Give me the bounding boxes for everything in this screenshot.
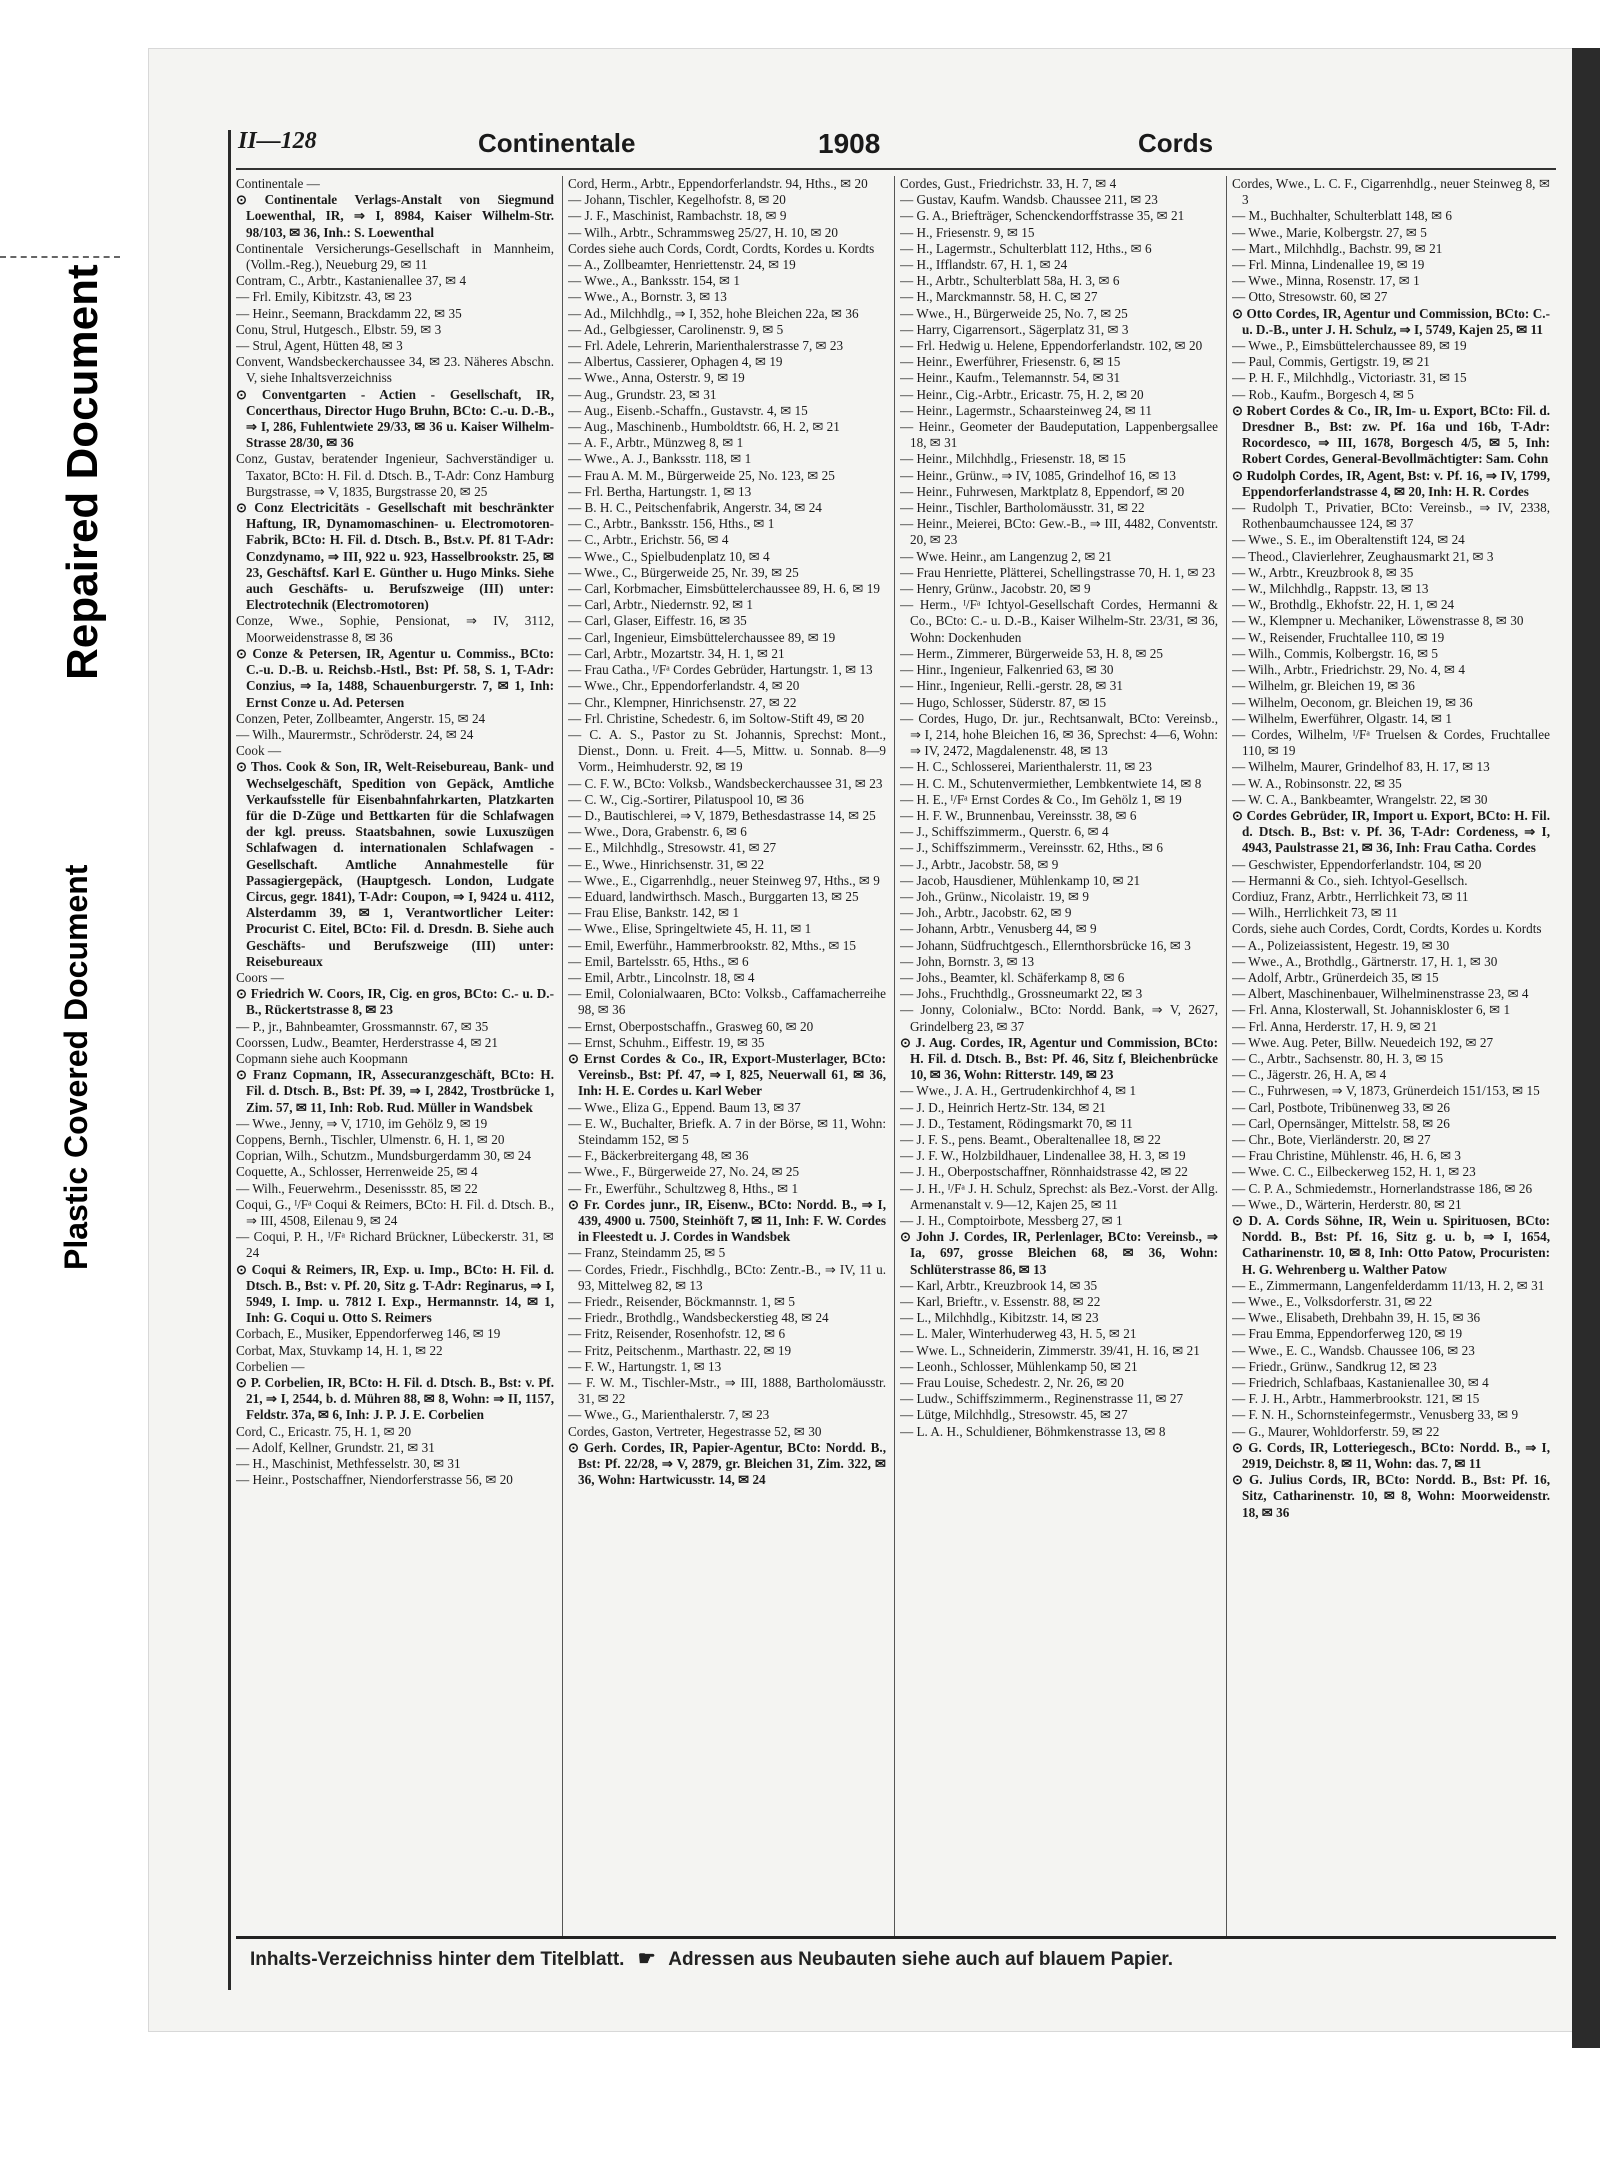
directory-entry: — Geschwister, Eppendorferlandstr. 104, ✉ 20	[1232, 856, 1482, 872]
directory-entry: — Wwe., A., Brothdlg., Gärtnerstr. 17, H. 1, ✉ 30	[1232, 953, 1498, 969]
directory-entry: — Ad., Milchhdlg., ⇒ I, 352, hohe Bleichen 22a, ✉ 36	[568, 305, 859, 321]
directory-entry: Corbat, Max, Stuvkamp 14, H. 1, ✉ 22	[236, 1342, 443, 1358]
directory-entry: — John, Bornstr. 3, ✉ 13	[900, 953, 1035, 969]
directory-entry: ⊙ J. Aug. Cordes, IR, Agentur und Commission, BCto: H. Fil. d. Dtsch. B., Bst: Pf. 46, Sitz f, Bleichenbrücke 10, ✉ 36, Wohn: Ritterstr. 149, ✉ 23	[900, 1034, 1218, 1083]
directory-entry: — Wwe., Chr., Eppendorferlandstr. 4, ✉ 20	[568, 678, 800, 694]
directory-entry: — Wwe. Heinr., am Langenzug 2, ✉ 21	[900, 548, 1112, 564]
directory-entry: — Fritz, Reisender, Rosenhofstr. 12, ✉ 6	[568, 1326, 786, 1342]
directory-entry: — Johs., Fruchthdlg., Grossneumarkt 22, ✉ 3	[900, 986, 1143, 1002]
directory-entry: — Heinr., Geometer der Baudeputation, Lappenbergsallee 18, ✉ 31	[900, 419, 1218, 451]
directory-entry: — Friedr., Grünw., Sandkrug 12, ✉ 23	[1232, 1358, 1437, 1374]
directory-entry: — Wilhelm, Ewerführer, Olgastr. 14, ✉ 1	[1232, 710, 1452, 726]
directory-entry: — Emil, Ewerführ., Hammerbrookstr. 82, Mths., ✉ 15	[568, 937, 856, 953]
directory-entry: ⊙ Conze & Petersen, IR, Agentur u. Commiss., BCto: C.-u. D.-B. u. Reichsb.-Hstl., Bst: Pf. 58, S. 1, T-Adr: Conzius, ⇒ Ia, 1488, Schauenburgerstr. 7, ✉ 1, Inh: Ernst Conze u. Ad. Petersen	[236, 645, 554, 710]
column-divider	[894, 176, 895, 1936]
directory-entry: — Wwe., Elise, Springeltwiete 45, H. 11, ✉ 1	[568, 921, 812, 937]
footer-new-buildings-note: Adressen aus Neubauten siehe auch auf blauem Papier.	[668, 1949, 1173, 1970]
directory-entry: — Carl, Arbtr., Mozartstr. 34, H. 1, ✉ 21	[568, 645, 785, 661]
directory-entry: — Friedrich, Schlafbaas, Kastanienallee 30, ✉ 4	[1232, 1375, 1489, 1391]
directory-entry: — Cordes, Hugo, Dr. jur., Rechtsanwalt, BCto: Vereinsb., ⇒ I, 214, hohe Bleichen 16, ✉ 36, Sprechst: 4—6, Wohn: ⇒ IV, 2472, Magdalenenstr. 48, ✉ 13	[900, 710, 1218, 759]
directory-entry: — H., Maschinist, Methfesselstr. 30, ✉ 31	[236, 1456, 461, 1472]
directory-entry: — Hinr., Ingenieur, Falkenried 63, ✉ 30	[900, 662, 1114, 678]
directory-entry: — Hermanni & Co., sieh. Ichtyol-Gesellsch.	[1232, 872, 1468, 888]
directory-entry: — Karl, Arbtr., Kreuzbrook 14, ✉ 35	[900, 1277, 1098, 1293]
directory-entry: — H., Marckmannstr. 58, H. C, ✉ 27	[900, 289, 1098, 305]
directory-entry: ⊙ Continentale Verlags-Anstalt von Siegmund Loewenthal, IR, ⇒ I, 8984, Kaiser Wilhelm-Str. 98/103, ✉ 36, Inh.: S. Loewenthal	[236, 192, 554, 240]
directory-entry: — E., Milchhdlg., Stresowstr. 41, ✉ 27	[568, 840, 777, 856]
directory-entry: — C., Arbtr., Banksstr. 156, Hths., ✉ 1	[568, 516, 775, 532]
directory-entry: — Wilh., Herrlichkeit 73, ✉ 11	[1232, 905, 1398, 921]
directory-entry: — Emil, Arbtr., Lincolnstr. 18, ✉ 4	[568, 969, 755, 985]
directory-entry: — W., Milchhdlg., Rappstr. 13, ✉ 13	[1232, 581, 1429, 597]
directory-entry: ⊙ Conz Electricitäts - Gesellschaft mit beschränkter Haftung, IR, Dynamomaschinen- u. Electromotoren-Fabrik, BCto: H. Fil. d. Dtsch. B., Bst.v. Pf. 81 T-Adr: Conzdynamo, ⇒ III, 922 u. 923, Hasselbrookstr. 25, ✉ 23, Geschäftsf. Karl E. Günther u. Hugo Minks. Siehe auch Geschäfts- u. Berufszweige (III) unter: Electrotechnik (Electromotoren)	[236, 500, 554, 613]
directory-entry: — C., Arbtr., Erichstr. 56, ✉ 4	[568, 532, 729, 548]
directory-entry: — J. F., Maschinist, Rambachstr. 18, ✉ 9	[568, 208, 787, 224]
directory-entry: — Wwe., A. J., Banksstr. 118, ✉ 1	[568, 451, 752, 467]
directory-entry: ⊙ Thos. Cook & Son, IR, Welt-Reisebureau, Bank- und Wechselgeschäft, Spedition von Gepäck, Amtliche Verkaufsstelle für Eisenbahnfahrkarten, Platzkarten für die D-Züge und Bettkarten für die Schlafwagen der kgl. preuss. Staatsbahnen, sowie Luxuszügen Schlafwagen d. internationalen Schlafwagen - Gesellschaft. Amtliche Annahmestelle für Passagiergepäck, (Hauptgesch. London, Ludgate Circus, gegr. 1841), T-Adr: Coupon, ⇒ I, 9424 u. 4112, Alsterdamm 39, ✉ 1, Verantwortlicher Leiter: Procurist C. Eitel, BCto: Fil. d. Dresdn. B. Siehe auch Geschäfts- und Berufszweige (III) unter: Reisebureaux	[236, 759, 554, 969]
directory-entry: — J. H., Oberpostschaffner, Rönnhaidstrasse 42, ✉ 22	[900, 1164, 1188, 1180]
directory-entry: — E., Wwe., Hinrichsenstr. 31, ✉ 22	[568, 856, 765, 872]
directory-entry: — W., Brothdlg., Ekhofstr. 22, H. 1, ✉ 24	[1232, 597, 1455, 613]
directory-entry: — Heinr., Milchhdlg., Friesenstr. 18, ✉ 15	[900, 451, 1126, 467]
directory-entry: — Joh., Arbtr., Jacobstr. 62, ✉ 9	[900, 905, 1072, 921]
header-right-keyword: Cords	[1138, 128, 1214, 158]
directory-entry: — Heinr., Lagermstr., Schaarsteinweg 24, ✉ 11	[900, 402, 1152, 418]
directory-entry: — Ad., Gelbgiesser, Carolinenstr. 9, ✉ 5	[568, 321, 784, 337]
directory-entry: — Fr., Ewerführ., Schultzweg 8, Hths., ✉ 1	[568, 1180, 799, 1196]
page-number: II—128	[238, 128, 317, 154]
directory-entry: — Frau Elise, Bankstr. 142, ✉ 1	[568, 905, 740, 921]
directory-entry: — Rudolph T., Privatier, BCto: Vereinsb., ⇒ IV, 2338, Rothenbaumchaussee 124, ✉ 37	[1232, 500, 1550, 532]
directory-entry: — Wilh., Commis, Kolbergstr. 16, ✉ 5	[1232, 645, 1439, 661]
page-footer	[250, 1946, 1550, 1971]
directory-entry: Coqui, G., ᴵ/Fᵃ Coqui & Reimers, BCto: H. Fil. d. Dtsch. B., ⇒ III, 4508, Eilenau 9, ✉ 24	[236, 1196, 554, 1228]
directory-entry: — Henry, Grünw., Jacobstr. 20, ✉ 9	[900, 581, 1091, 597]
directory-entry: — Herm., ᴵ/Fᵃ Ichtyol-Gesellschaft Cordes, Hermanni & Co., BCto: C.- u. D.-B., Kaiser Wilhelm-Str. 23/31, ✉ 36, Wohn: Dockenhuden	[900, 597, 1218, 645]
directory-entry: — Theod., Clavierlehrer, Zeughausmarkt 21, ✉ 3	[1232, 548, 1494, 564]
directory-entry: — E. W., Buchalter, Briefk. A. 7 in der Börse, ✉ 11, Wohn: Steindamm 152, ✉ 5	[568, 1115, 886, 1147]
directory-entry: — B. H. C., Peitschenfabrik, Angerstr. 34, ✉ 24	[568, 500, 822, 516]
column-divider	[1226, 176, 1227, 1936]
directory-entry: ⊙ D. A. Cords Söhne, IR, Wein u. Spirituosen, BCto: Nordd. B., Bst: Pf. 16, Sitz g. u. b, ⇒ I, 1654, Catharinenstr. 10, ✉ 8, Inh: Otto Patow, Procuristen: H. G. Wehrenberg u. Walther Patow	[1232, 1213, 1550, 1277]
directory-entry: — C., Jägerstr. 26, H. A, ✉ 4	[1232, 1067, 1387, 1083]
directory-entry: — Johs., Beamter, kl. Schäferkamp 8, ✉ 6	[900, 969, 1125, 985]
directory-entry: — Ernst, Schuhm., Eiffestr. 19, ✉ 35	[568, 1034, 765, 1050]
directory-entry: ⊙ G. Julius Cords, IR, BCto: Nordd. B., Bst: Pf. 16, Sitz, Catharinenstr. 10, ✉ 8, Wohn: Moorweidenstr. 18, ✉ 36	[1232, 1472, 1550, 1520]
directory-entry: — J., Arbtr., Jacobstr. 58, ✉ 9	[900, 856, 1059, 872]
directory-entry: — Frau Louise, Schedestr. 2, Nr. 26, ✉ 20	[900, 1375, 1124, 1391]
directory-entry: — Hinr., Ingenieur, Relli.-gerstr. 28, ✉ 31	[900, 678, 1123, 694]
directory-entry: — Wwe., H., Bürgerweide 25, No. 7, ✉ 25	[900, 305, 1128, 321]
directory-entry: — C. A. S., Pastor zu St. Johannis, Sprechst: Mont., Dienst., Donn. u. Freit. 4—5, Mittw. u. Sonnab. 8—9 Vorm., Heimhuderstr. 92, ✉ 19	[568, 726, 886, 775]
directory-entry: Cordes, Wwe., L. C. F., Cigarrenhdlg., neuer Steinweg 8, ✉ 3	[1232, 176, 1550, 208]
directory-entry: Conu, Strul, Hutgesch., Elbstr. 59, ✉ 3	[236, 321, 442, 337]
directory-entry: — Gustav, Kaufm. Wandsb. Chaussee 211, ✉ 23	[900, 192, 1158, 208]
directory-entry: — Wwe., C., Spielbudenplatz 10, ✉ 4	[568, 548, 770, 564]
directory-entry: ⊙ G. Cords, IR, Lotteriegesch., BCto: Nordd. B., ⇒ I, 2919, Deichstr. 8, ✉ 11, Wohn: das. 7, ✉ 11	[1232, 1439, 1550, 1472]
directory-entry: — P., jr., Bahnbeamter, Grossmannstr. 67, ✉ 35	[236, 1018, 489, 1034]
top-margin	[0, 0, 1600, 52]
directory-entry: — Carl, Ingenieur, Eimsbüttelerchaussee 89, ✉ 19	[568, 629, 836, 645]
directory-entry: — Leonh., Schlosser, Mühlenkamp 50, ✉ 21	[900, 1358, 1138, 1374]
directory-entry: — Chr., Klempner, Hinrichsenstr. 27, ✉ 22	[568, 694, 797, 710]
directory-entry: — Wwe. C. C., Eilbeckerweg 152, H. 1, ✉ 23	[1232, 1164, 1476, 1180]
directory-entry: Cords, siehe auch Cordes, Cordt, Cordts, Kordes u. Kordts	[1232, 921, 1542, 937]
directory-entry: — Jacob, Hausdiener, Mühlenkamp 10, ✉ 21	[900, 872, 1141, 888]
directory-entry: Coppens, Bernh., Tischler, Ulmenstr. 6, H. 1, ✉ 20	[236, 1131, 505, 1147]
directory-entry: — Johann, Südfruchtgesch., Ellernthorsbrücke 16, ✉ 3	[900, 937, 1191, 953]
directory-entry: — Cordes, Wilhelm, ᴵ/Fᵃ Truelsen & Cordes, Fruchtallee 110, ✉ 19	[1232, 726, 1550, 759]
directory-entry: ⊙ Fr. Cordes junr., IR, Eisenw., BCto: Nordd. B., ⇒ I, 439, 4900 u. 7500, Steinhöft 7, ✉ 11, Inh: F. W. Cordes in Fleestedt u. J. Cordes in Wandsbek	[568, 1196, 886, 1245]
directory-entry: — Wilhelm, Oeconom, gr. Bleichen 19, ✉ 36	[1232, 694, 1473, 710]
directory-entry: — L. Maler, Winterhuderweg 43, H. 5, ✉ 21	[900, 1326, 1137, 1342]
directory-entry: — W. C. A., Bankbeamter, Wrangelstr. 22, ✉ 30	[1232, 791, 1488, 807]
directory-entry: — Emil, Colonialwaaren, BCto: Volksb., Caffamacherreihe 98, ✉ 36	[568, 986, 886, 1018]
directory-entry: ⊙ Ernst Cordes & Co., IR, Export-Musterlager, BCto: Vereinsb., Bst: Pf. 47, ⇒ I, 825, Neuerwall 61, ✉ 36, Inh: H. E. Cordes u. Karl Weber	[568, 1050, 886, 1099]
directory-entry: Corbach, E., Musiker, Eppendorferweg 146, ✉ 19	[236, 1326, 501, 1342]
directory-entry: — Mart., Milchhdlg., Bachstr. 99, ✉ 21	[1232, 240, 1443, 256]
side-labels	[0, 120, 140, 1300]
directory-entry: — Wilh., Arbtr., Schrammsweg 25/27, H. 10, ✉ 20	[568, 224, 838, 240]
directory-entry: ⊙ Otto Cordes, IR, Agentur und Commission, BCto: C.- u. D.-B., unter J. H. Schulz, ⇒ I, 5749, Kajen 25, ✉ 11	[1232, 305, 1550, 337]
directory-entry: — H. E., ᴵ/Fᵃ Ernst Cordes & Co., Im Gehölz 1, ✉ 19	[900, 791, 1182, 807]
directory-entry: — Wwe., A., Banksstr. 154, ✉ 1	[568, 273, 740, 289]
directory-entry: — H. C. M., Schutenvermiether, Lembkentwiete 14, ✉ 8	[900, 775, 1202, 791]
directory-entry: Convent, Wandsbeckerchaussee 34, ✉ 23. Näheres Abschn. V, siehe Inhaltsverzeichniss	[236, 354, 554, 386]
directory-entry: — A. F., Arbtr., Münzweg 8, ✉ 1	[568, 435, 744, 451]
directory-entry: — Frau A. M. M., Bürgerweide 25, No. 123, ✉ 25	[568, 467, 835, 483]
directory-entry: — Wwe., A., Bornstr. 3, ✉ 13	[568, 289, 727, 305]
directory-entry: — Johann, Tischler, Kegelhofstr. 8, ✉ 20	[568, 192, 786, 208]
directory-entry: Cordes, Gust., Friedrichstr. 33, H. 7, ✉ 4	[900, 176, 1117, 191]
directory-entry: — Frl. Christine, Schedestr. 6, im Soltow-Stift 49, ✉ 20	[568, 710, 865, 726]
directory-entry: ⊙ Rudolph Cordes, IR, Agent, Bst: v. Pf. 16, ⇒ IV, 1799, Eppendorferlandstrasse 4, ✉ 20, Inh: H. R. Cordes	[1232, 467, 1550, 499]
directory-entry: — J. D., Heinrich Hertz-Str. 134, ✉ 21	[900, 1099, 1106, 1115]
directory-entry: — Carl, Korbmacher, Eimsbüttelerchaussee 89, H. 6, ✉ 19	[568, 581, 880, 597]
directory-entry: — Wilhelm, Maurer, Grindelhof 83, H. 17, ✉ 13	[1232, 759, 1490, 775]
plastic-covered-document-label: Plastic Covered Document	[58, 864, 94, 1270]
directory-entry: — Karl, Brieftr., v. Essenstr. 88, ✉ 22	[900, 1294, 1101, 1310]
header-rule	[236, 168, 1556, 170]
directory-entry: — Wwe., Eliza G., Eppend. Baum 13, ✉ 37	[568, 1099, 801, 1115]
directory-entry: Contram, C., Arbtr., Kastanienallee 37, ✉ 4	[236, 273, 467, 289]
directory-entry: Cordiuz, Franz, Arbtr., Herrlichkeit 73, ✉ 11	[1232, 888, 1469, 904]
directory-entry: — Frl. Emily, Kibitzstr. 43, ✉ 23	[236, 289, 412, 305]
directory-entry: — Heinr., Postschaffner, Niendorferstrasse 56, ✉ 20	[236, 1472, 513, 1488]
directory-entry: — Strul, Agent, Hütten 48, ✉ 3	[236, 338, 403, 354]
directory-entry: — Adolf, Arbtr., Grünerdeich 35, ✉ 15	[1232, 969, 1439, 985]
directory-entry: — Frl. Anna, Herderstr. 17, H. 9, ✉ 21	[1232, 1018, 1438, 1034]
directory-entry: — C. W., Cig.-Sortirer, Pilatuspool 10, ✉ 36	[568, 791, 804, 807]
directory-entry: — J., Schiffszimmerm., Querstr. 6, ✉ 4	[900, 824, 1109, 840]
directory-entry: — Harry, Cigarrensort., Sägerplatz 31, ✉ 3	[900, 321, 1129, 337]
directory-entry: — Frl. Adele, Lehrerin, Marienthalerstrasse 7, ✉ 23	[568, 338, 844, 354]
directory-entry: — Wilh., Arbtr., Friedrichstr. 29, No. 4, ✉ 4	[1232, 662, 1465, 678]
column-4	[1232, 176, 1550, 1936]
directory-entry: — Wwe., C., Bürgerweide 25, Nr. 39, ✉ 25	[568, 564, 799, 580]
directory-entry: — Herm., Zimmerer, Bürgerweide 53, H. 8, ✉ 25	[900, 645, 1163, 661]
directory-entry: — H., Arbtr., Schulterblatt 58a, H. 3, ✉ 6	[900, 273, 1120, 289]
directory-entry: — Heinr., Fuhrwesen, Marktplatz 8, Eppendorf, ✉ 20	[900, 483, 1185, 499]
directory-entry: — F. N. H., Schornsteinfegermstr., Venusberg 33, ✉ 9	[1232, 1407, 1519, 1423]
directory-entry: Cord, C., Ericastr. 75, H. 1, ✉ 20	[236, 1423, 412, 1439]
directory-entry: — C. F. W., BCto: Volksb., Wandsbeckerchaussee 31, ✉ 23	[568, 775, 883, 791]
directory-entry: ⊙ Cordes Gebrüder, IR, Import u. Export, BCto: H. Fil. d. Dtsch. B., Bst: v. Pf. 36, T-Adr: Cordeness, ⇒ I, 4943, Paulstrasse 21, ✉ 36, Inh: Frau Catha. Cordes	[1232, 807, 1550, 856]
directory-entry: Conz, Gustav, beratender Ingenieur, Sachverständiger u. Taxator, BCto: H. Fil. d. Dtsch. B., T-Adr: Conz Hamburg Burgstrasse, ⇒ V, 1835, Burgstrasse 20, ✉ 25	[236, 451, 554, 499]
directory-entry: — Wwe., Marie, Kolbergstr. 27, ✉ 5	[1232, 224, 1427, 240]
directory-entry: — Heinr., Meierei, BCto: Gew.-B., ⇒ III, 4482, Conventstr. 20, ✉ 23	[900, 516, 1218, 548]
directory-entry: — Joh., Grünw., Nicolaistr. 19, ✉ 9	[900, 888, 1089, 904]
directory-entry: Cord, Herm., Arbtr., Eppendorferlandstr. 94, Hths., ✉ 20	[568, 176, 868, 191]
directory-entry: ⊙ Coqui & Reimers, IR, Exp. u. Imp., BCto: H. Fil. d. Dtsch. B., Bst: v. Pf. 20, Sitz g. T-Adr: Reginarus, ⇒ I, 5949, I. Imp. u. 7812 I. Exp., Hermannstr. 14, ✉ 1, Inh: G. Coqui u. Otto S. Reimers	[236, 1261, 554, 1326]
directory-entry: — L., Milchhdlg., Kibitzstr. 14, ✉ 23	[900, 1310, 1099, 1326]
directory-entry: — H., Lagermstr., Schulterblatt 112, Hths., ✉ 6	[900, 240, 1152, 256]
directory-entry: — Wilh., Feuerwehrm., Desenissstr. 85, ✉ 22	[236, 1180, 478, 1196]
directory-entry: — Aug., Maschinenb., Humboldtstr. 66, H. 2, ✉ 21	[568, 419, 840, 435]
directory-entry: — Rob., Kaufm., Borgesch 4, ✉ 5	[1232, 386, 1414, 402]
directory-entry: ⊙ P. Corbelien, IR, BCto: H. Fil. d. Dtsch. B., Bst: v. Pf. 21, ⇒ I, 2544, b. d. Mühren 88, ✉ 8, Wohn: ⇒ II, 1157, Feldstr. 37a, ✉ 6, Inh: J. P. J. E. Corbelien	[236, 1375, 554, 1423]
directory-entry: — Wwe., E., Volksdorferstr. 31, ✉ 22	[1232, 1294, 1433, 1310]
directory-entry: — Chr., Bote, Vierländerstr. 20, ✉ 27	[1232, 1131, 1431, 1147]
directory-entry: — J., Schiffszimmerm., Vereinsstr. 62, Hths., ✉ 6	[900, 840, 1163, 856]
directory-entry: — Aug., Grundstr. 23, ✉ 31	[568, 386, 717, 402]
directory-entry: — C., Fuhrwesen, ⇒ V, 1873, Grünerdeich 151/153, ✉ 15	[1232, 1083, 1540, 1099]
directory-entry: — A., Polizeiassistent, Hegestr. 19, ✉ 30	[1232, 937, 1450, 953]
directory-entry: — Coqui, P. H., ᴵ/Fᵃ Richard Brückner, Lübeckerstr. 31, ✉ 24	[236, 1229, 554, 1261]
directory-entry: — Frl. Minna, Lindenallee 19, ✉ 19	[1232, 257, 1425, 273]
directory-entry: Cordes, Gaston, Vertreter, Hegestrasse 52, ✉ 30	[568, 1423, 822, 1439]
directory-entry: — Otto, Stresowstr. 60, ✉ 27	[1232, 289, 1388, 305]
directory-entry: — Wwe., Minna, Rosenstr. 17, ✉ 1	[1232, 273, 1420, 289]
directory-entry: Corbelien —	[236, 1358, 305, 1374]
directory-entry: — Frau Catha., ᴵ/Fᵃ Cordes Gebrüder, Hartungstr. 1, ✉ 13	[568, 662, 873, 678]
directory-entry: Cook —	[236, 743, 282, 759]
header-year: 1908	[818, 128, 881, 159]
directory-entry: — C. P. A., Schmiedemstr., Hornerlandstrasse 186, ✉ 26	[1232, 1180, 1533, 1196]
directory-entry: — M., Buchhalter, Schulterblatt 148, ✉ 6	[1232, 208, 1453, 224]
directory-entry: — L. A. H., Schuldiener, Böhmkenstrasse 13, ✉ 8	[900, 1423, 1166, 1439]
column-1	[236, 176, 554, 1936]
directory-entry: Continentale —	[236, 176, 320, 191]
directory-entry: ⊙ Conventgarten - Actien - Gesellschaft, IR, Concerthaus, Director Hugo Bruhn, BCto: C.-u. D.-B., ⇒ I, 286, Fuhlentwiete 29/33, ✉ 36 u. Kaiser Wilhelm-Strasse 28/30, ✉ 36	[236, 386, 554, 451]
directory-entry: — Heinr., Ewerführer, Friesenstr. 6, ✉ 15	[900, 354, 1121, 370]
directory-entry: — Hugo, Schlosser, Süderstr. 87, ✉ 15	[900, 694, 1107, 710]
directory-entry: Conze, Wwe., Sophie, Pensionat, ⇒ IV, 3112, Moorweidenstrasse 8, ✉ 36	[236, 613, 554, 645]
directory-entry: — Wwe., P., Eimsbüttelerchaussee 89, ✉ 19	[1232, 338, 1467, 354]
directory-entry: — Friedr., Brothdlg., Wandsbeckerstieg 48, ✉ 24	[568, 1310, 829, 1326]
directory-entry: — Ernst, Oberpostschaffn., Grasweg 60, ✉ 20	[568, 1018, 814, 1034]
directory-entry: — Wwe., Anna, Osterstr. 9, ✉ 19	[568, 370, 745, 386]
directory-entry: — H., Friesenstr. 9, ✉ 15	[900, 224, 1035, 240]
page-binding-rule	[228, 130, 231, 1990]
directory-entry: — W., Klempner u. Mechaniker, Löwenstrasse 8, ✉ 30	[1232, 613, 1524, 629]
directory-entry: — Wwe., E., Cigarrenhdlg., neuer Steinweg 97, Hths., ✉ 9	[568, 872, 880, 888]
directory-entry: — Frl. Bertha, Hartungstr. 1, ✉ 13	[568, 483, 752, 499]
directory-entry: — J. D., Testament, Rödingsmarkt 70, ✉ 11	[900, 1115, 1133, 1131]
directory-entry: — Wwe. L., Schneiderin, Zimmerstr. 39/41, H. 16, ✉ 21	[900, 1342, 1200, 1358]
directory-entry: — Aug., Eisenb.-Schaffn., Gustavstr. 4, ✉ 15	[568, 402, 808, 418]
directory-entry: — Wilhelm, gr. Bleichen 19, ✉ 36	[1232, 678, 1415, 694]
directory-entry: — Wwe., D., Wärterin, Herderstr. 80, ✉ 21	[1232, 1196, 1462, 1212]
directory-entry: — J. F. W., Holzbildhauer, Lindenallee 38, H. 3, ✉ 19	[900, 1148, 1186, 1164]
column-divider	[562, 176, 563, 1936]
directory-columns	[236, 176, 1556, 1936]
directory-entry: ⊙ John J. Cordes, IR, Perlenlager, BCto: Vereinsb., ⇒ Ia, 697, grosse Bleichen 68, ✉ 36, Wohn: Schlüterstrasse 86, ✉ 13	[900, 1229, 1218, 1277]
directory-entry: Copmann siehe auch Koopmann	[236, 1050, 408, 1066]
directory-entry: ⊙ Franz Copmann, IR, Assecuranzgeschäft, BCto: H. Fil. d. Dtsch. B., Bst: Pf. 39, ⇒ I, 2842, Trostbrücke 1, Zim. 57, ✉ 11, Inh: Rob. Rud. Müller in Wandsbek	[236, 1067, 554, 1115]
directory-entry: — Carl, Opernsänger, Mittelstr. 58, ✉ 26	[1232, 1115, 1450, 1131]
directory-entry: — Heinr., Cig.-Arbtr., Ericastr. 75, H. 2, ✉ 20	[900, 386, 1144, 402]
directory-entry: — C., Arbtr., Sachsenstr. 80, H. 3, ✉ 15	[1232, 1050, 1444, 1066]
directory-entry: — Johann, Arbtr., Venusberg 44, ✉ 9	[900, 921, 1097, 937]
directory-entry: ⊙ Robert Cordes & Co., IR, Im- u. Export, BCto: Fil. d. Dresdner B., Bst: zw. Pf. 16a und 16b, T-Adr: Rocordesco, ⇒ III, 1678, Borgesch 4/5, ✉ 5, Inh: Robert Cordes, General-Bevollmächtigter: Sam. Cohn	[1232, 402, 1550, 467]
directory-entry: — Friedr., Reisender, Böckmannstr. 1, ✉ 5	[568, 1294, 795, 1310]
directory-entry: Cordes siehe auch Cords, Cordt, Cordts, Kordes u. Kordts	[568, 240, 875, 256]
directory-entry: — Wilh., Maurermstr., Schröderstr. 24, ✉ 24	[236, 726, 474, 742]
directory-entry: — F. W., Hartungstr. 1, ✉ 13	[568, 1358, 722, 1374]
page-header	[238, 128, 1508, 170]
directory-entry: — A., Zollbeamter, Henriettenstr. 24, ✉ 19	[568, 257, 796, 273]
directory-entry: — Wwe., J. A. H., Gertrudenkirchhof 4, ✉ 1	[900, 1083, 1137, 1099]
header-left-keyword: Continentale	[478, 128, 636, 158]
directory-entry: — F., Bäckerbreitergang 48, ✉ 36	[568, 1148, 749, 1164]
dashed-divider	[0, 256, 120, 258]
directory-entry: Coprian, Wilh., Schutzm., Mundsburgerdamm 30, ✉ 24	[236, 1148, 532, 1164]
directory-entry: Coors —	[236, 969, 284, 985]
directory-entry: Continentale Versicherungs-Gesellschaft in Mannheim, (Vollm.-Reg.), Neueburg 29, ✉ 11	[236, 240, 554, 273]
directory-entry: — Wwe., G., Marienthalerstr. 7, ✉ 23	[568, 1407, 770, 1423]
directory-entry: — Wwe., F., Bürgerweide 27, No. 24, ✉ 25	[568, 1164, 800, 1180]
directory-entry: — W. A., Robinsonstr. 22, ✉ 35	[1232, 775, 1402, 791]
directory-entry: — Heinr., Kaufm., Telemannstr. 54, ✉ 31	[900, 370, 1121, 386]
directory-entry: ⊙ Friedrich W. Coors, IR, Cig. en gros, BCto: C.- u. D.-B., Rückertstrasse 8, ✉ 23	[236, 986, 554, 1018]
directory-entry: — J. H., Comptoirbote, Messberg 27, ✉ 1	[900, 1213, 1123, 1228]
directory-entry: — Adolf, Kellner, Grundstr. 21, ✉ 31	[236, 1439, 435, 1455]
directory-entry: — Frau Christine, Mühlenstr. 46, H. 6, ✉ 3	[1232, 1148, 1462, 1164]
directory-entry: — Frau Henriette, Plätterei, Schellingstrasse 70, H. 1, ✉ 23	[900, 564, 1216, 580]
directory-entry: — Heinr., Seemann, Brackdamm 22, ✉ 35	[236, 305, 462, 321]
directory-entry: — G. A., Briefträger, Schenckendorffstrasse 35, ✉ 21	[900, 208, 1185, 224]
footer-rule	[236, 1936, 1556, 1939]
directory-entry: Coquette, A., Schlosser, Herrenweide 25, ✉ 4	[236, 1164, 478, 1180]
pointing-hand-icon: ☛	[637, 1948, 656, 1970]
directory-entry: — Wwe., Dora, Grabenstr. 6, ✉ 6	[568, 824, 747, 840]
page-edge-shadow	[1572, 48, 1600, 2048]
directory-entry: ⊙ Gerh. Cordes, IR, Papier-Agentur, BCto: Nordd. B., Bst: Pf. 22/28, ⇒ V, 2879, gr. Bleichen 31, Zim. 322, ✉ 36, Wohn: Hartwicusstr. 14, ✉ 24	[568, 1439, 886, 1488]
directory-entry: — Heinr., Grünw., ⇒ IV, 1085, Grindelhof 16, ✉ 13	[900, 467, 1176, 483]
directory-entry: — D., Bautischlerei, ⇒ V, 1879, Bethesdastrasse 14, ✉ 25	[568, 807, 876, 823]
directory-entry: — Jonny, Colonialw., BCto: Nordd. Bank, ⇒ V, 2627, Grindelberg 23, ✉ 37	[900, 1002, 1218, 1034]
directory-entry: — Wwe., S. E., im Oberaltenstift 124, ✉ 24	[1232, 532, 1465, 548]
directory-entry: — Frau Emma, Eppendorferweg 120, ✉ 19	[1232, 1326, 1463, 1342]
directory-entry: — Albertus, Cassierer, Ophagen 4, ✉ 19	[568, 354, 783, 370]
directory-entry: Conzen, Peter, Zollbeamter, Angerstr. 15, ✉ 24	[236, 710, 486, 726]
directory-entry: — H. C., Schlosserei, Marienthalerstr. 11, ✉ 23	[900, 759, 1152, 775]
directory-entry: — Frl. Anna, Klosterwall, St. Johanniskloster 6, ✉ 1	[1232, 1002, 1511, 1018]
directory-entry: — Eduard, landwirthsch. Masch., Burggarten 13, ✉ 25	[568, 888, 859, 904]
directory-entry: — Emil, Bartelsstr. 65, Hths., ✉ 6	[568, 953, 749, 969]
column-2	[568, 176, 886, 1936]
directory-entry: — Lütge, Milchhdlg., Stresowstr. 45, ✉ 27	[900, 1407, 1128, 1423]
directory-entry: — Ludw., Schiffszimmerm., Reginenstrasse 11, ✉ 27	[900, 1391, 1184, 1407]
directory-entry: — W., Reisender, Fruchtallee 110, ✉ 19	[1232, 629, 1445, 645]
repaired-document-label: Repaired Document	[58, 264, 107, 680]
directory-entry: Coorssen, Ludw., Beamter, Herderstrasse 4, ✉ 21	[236, 1034, 498, 1050]
directory-entry: — Paul, Commis, Gertigstr. 19, ✉ 21	[1232, 354, 1430, 370]
directory-entry: — H., Ifflandstr. 67, H. 1, ✉ 24	[900, 257, 1068, 273]
directory-entry: — Cordes, Friedr., Fischhdlg., BCto: Zentr.-B., ⇒ IV, 11 u. 93, Mittelweg 82, ✉ 13	[568, 1261, 886, 1293]
footer-index-note: Inhalts-Verzeichniss hinter dem Titelblatt.	[250, 1949, 625, 1970]
directory-entry: — Fritz, Peitschenm., Marthastr. 22, ✉ 19	[568, 1342, 792, 1358]
directory-entry: — J. F. S., pens. Beamt., Oberaltenallee 18, ✉ 22	[900, 1131, 1161, 1147]
directory-entry: — G., Maurer, Wohldorferstr. 59, ✉ 22	[1232, 1423, 1440, 1439]
directory-entry: — Wwe. Aug. Peter, Billw. Neuedeich 192, ✉ 27	[1232, 1034, 1494, 1050]
directory-entry: — J. H., ᴵ/Fᵃ J. H. Schulz, Sprechst: als Bez.-Vorst. der Allg. Armenanstalt v. 9—12, Kajen 25, ✉ 11	[900, 1180, 1218, 1212]
directory-entry: — Frl. Hedwig u. Helene, Eppendorferlandstr. 102, ✉ 20	[900, 338, 1203, 354]
directory-entry: — P. H. F., Milchhdlg., Victoriastr. 31, ✉ 15	[1232, 370, 1467, 386]
column-3	[900, 176, 1218, 1936]
directory-entry: — Carl, Glaser, Eiffestr. 16, ✉ 35	[568, 613, 747, 629]
directory-entry: — Wwe., E. C., Wandsb. Chaussee 106, ✉ 23	[1232, 1342, 1475, 1358]
directory-entry: — Carl, Postbote, Tribünenweg 33, ✉ 26	[1232, 1099, 1451, 1115]
directory-entry: — W., Arbtr., Kreuzbrook 8, ✉ 35	[1232, 564, 1414, 580]
directory-entry: — Franz, Steindamm 25, ✉ 5	[568, 1245, 726, 1261]
directory-entry: — E., Zimmermann, Langenfelderdamm 11/13, H. 2, ✉ 31	[1232, 1277, 1545, 1293]
directory-entry: — Carl, Arbtr., Niedernstr. 92, ✉ 1	[568, 597, 754, 613]
directory-entry: — Wwe., Elisabeth, Drehbahn 39, H. 15, ✉ 36	[1232, 1310, 1481, 1326]
directory-entry: — F. J. H., Arbtr., Hammerbrookstr. 121, ✉ 15	[1232, 1391, 1480, 1407]
directory-entry: — Heinr., Tischler, Bartholomäusstr. 31, ✉ 22	[900, 500, 1145, 516]
directory-entry: — Albert, Maschinenbauer, Wilhelminenstrasse 23, ✉ 4	[1232, 986, 1529, 1002]
directory-entry: — F. W. M., Tischler-Mstr., ⇒ III, 1888, Bartholomäusstr. 31, ✉ 22	[568, 1375, 886, 1407]
directory-entry: — H. F. W., Brunnenbau, Vereinsstr. 38, ✉ 6	[900, 807, 1137, 823]
directory-entry: — Wwe., Jenny, ⇒ V, 1710, im Gehölz 9, ✉ 19	[236, 1115, 488, 1131]
